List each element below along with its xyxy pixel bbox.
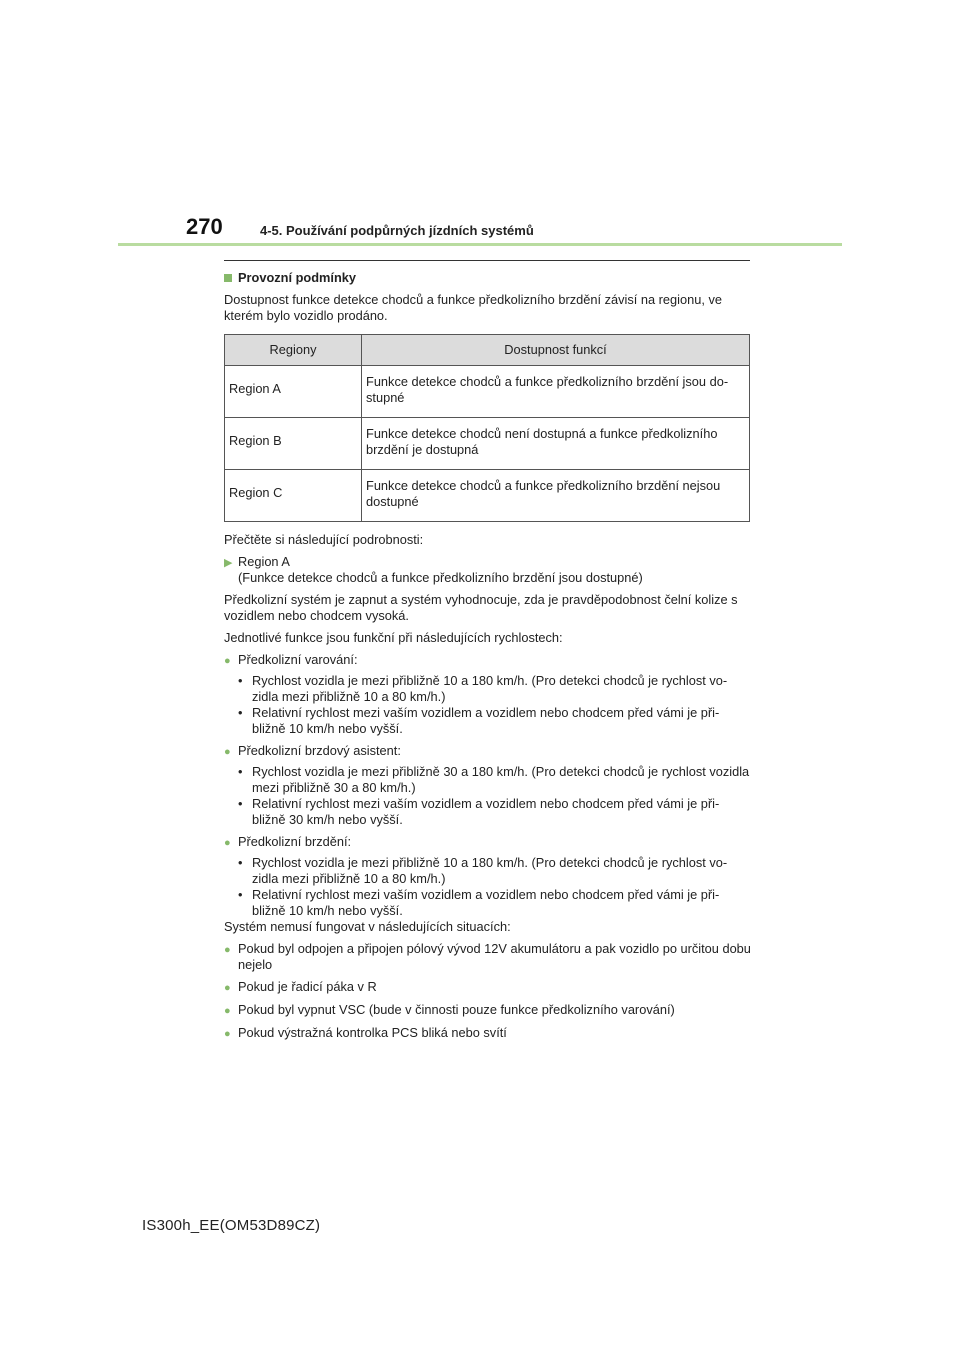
table-header-regions: Regiony [225,335,362,366]
function-block [224,652,752,737]
availability-table [224,334,750,522]
function-condition: Rychlost vozidla je mezi přibližně 30 a 180 km/h. (Pro detekci chodců je rychlost vozidla mezi přibližně 30 a 80 km/h.) [252,764,750,795]
table-row [225,470,750,522]
function-block [224,834,752,919]
region-item [224,554,752,586]
table-header-row [225,335,750,366]
function-condition: Relativní rychlost mezi vaším vozidlem a vozidlem nebo chodcem před vámi je při-bližně 30 km/h nebo vyšší. [252,796,720,827]
list-item [224,743,752,760]
function-condition: Relativní rychlost mezi vaším vozidlem a vozidlem nebo chodcem před vámi je při-bližně 10 km/h nebo vyšší. [252,887,720,918]
table-cell-region: Region A [225,366,362,418]
list-item: • Rychlost vozidla je mezi přibližně 10 a 180 km/h. (Pro detekci chodců je rychlost vo-zidla mezi přibližně 10 a 80 km/h.) [238,855,752,887]
region-item-sub: (Funkce detekce chodců a funkce předkolizního brzdění jsou dostupné) [238,570,643,585]
read-more-text: Přečtěte si následující podrobnosti: [224,532,424,547]
list-item: • Relativní rychlost mezi vaším vozidlem a vozidlem nebo chodcem před vámi je při-bližně 10 km/h nebo vyšší. [238,705,752,737]
table-cell-region: Region B [225,418,362,470]
dot-bullet-icon: ● [224,944,231,956]
list-item [224,834,752,851]
situation-text: Pokud výstražná kontrolka PCS bliká nebo svítí [238,1025,507,1040]
not-working-intro: Systém nemusí fungovat v následujících situacích: [224,919,511,934]
top-rule [224,260,750,261]
function-condition: Relativní rychlost mezi vaším vozidlem a vozidlem nebo chodcem před vámi je při-bližně 10 km/h nebo vyšší. [252,705,720,736]
paragraph-1: Předkolizní systém je zapnut a systém vyhodnocuje, zda je pravděpodobnost čelní kolize s vozidlem nebo chodcem vysoká. [224,592,738,623]
square-bullet-icon [224,274,232,282]
region-item-label: Region A [238,554,290,569]
table-row [225,366,750,418]
list-item: • Relativní rychlost mezi vaším vozidlem a vozidlem nebo chodcem před vámi je při-bližně 10 km/h nebo vyšší. [238,887,752,919]
function-block [224,743,752,828]
situation-text: Pokud byl vypnut VSC (bude v činnosti pouze funkce předkolizního varování) [238,1002,675,1017]
page-number: 270 [186,214,223,239]
table-cell-availability: Funkce detekce chodců a funkce předkolizního brzdění jsou do-stupné [362,366,750,418]
list-item [224,652,752,669]
list-item [224,941,752,973]
section-heading [224,270,752,286]
function-title: Předkolizní brzdový asistent: [238,743,401,758]
dot-bullet-icon: ● [224,1005,231,1017]
table-row [225,418,750,470]
function-title: Předkolizní brzdění: [238,834,352,849]
list-item: • Rychlost vozidla je mezi přibližně 30 a 180 km/h. (Pro detekci chodců je rychlost vozidla mezi přibližně 30 a 80 km/h.) [238,764,752,796]
dot-bullet-icon: ● [224,1028,231,1040]
dot-bullet-icon: ● [224,655,231,667]
dot-bullet-icon: ● [224,837,231,849]
section-title: 4-5. Používání podpůrných jízdních systémů [260,223,534,238]
list-item [224,1025,752,1042]
dot-bullet-icon: ● [224,746,231,758]
list-item [224,1002,752,1019]
document-code: IS300h_EE(OM53D89CZ) [142,1217,321,1234]
main-content [224,270,752,1042]
function-condition: Rychlost vozidla je mezi přibližně 10 a 180 km/h. (Pro detekci chodců je rychlost vo-zidla mezi přibližně 10 a 80 km/h.) [252,855,728,886]
paragraph-2: Jednotlivé funkce jsou funkční při následujících rychlostech: [224,630,563,645]
table-header-availability: Dostupnost funkcí [362,335,750,366]
table-cell-availability: Funkce detekce chodců není dostupná a funkce předkolizního brzdění je dostupná [362,418,750,470]
list-item [224,979,752,996]
intro-text: Dostupnost funkce detekce chodců a funkce předkolizního brzdění závisí na regionu, ve kterém bylo vozidlo prodáno. [224,292,722,323]
situation-text: Pokud byl odpojen a připojen pólový vývod 12V akumulátoru a pak vozidlo po určitou dobu nejelo [238,941,751,972]
header-rule [118,243,842,246]
heading-text: Provozní podmínky [238,270,357,285]
function-title: Předkolizní varování: [238,652,358,667]
list-item: • Rychlost vozidla je mezi přibližně 10 a 180 km/h. (Pro detekci chodců je rychlost vo-zidla mezi přibližně 10 a 80 km/h.) [238,673,752,705]
list-item: • Relativní rychlost mezi vaším vozidlem a vozidlem nebo chodcem před vámi je při-bližně 30 km/h nebo vyšší. [238,796,752,828]
dot-bullet-icon: ● [224,982,231,994]
triangle-arrow-icon: ▶ [224,557,233,569]
situation-text: Pokud je řadicí páka v R [238,979,377,994]
function-condition: Rychlost vozidla je mezi přibližně 10 a 180 km/h. (Pro detekci chodců je rychlost vo-zidla mezi přibližně 10 a 80 km/h.) [252,673,728,704]
table-cell-availability: Funkce detekce chodců a funkce předkolizního brzdění nejsou dostupné [362,470,750,522]
table-cell-region: Region C [225,470,362,522]
